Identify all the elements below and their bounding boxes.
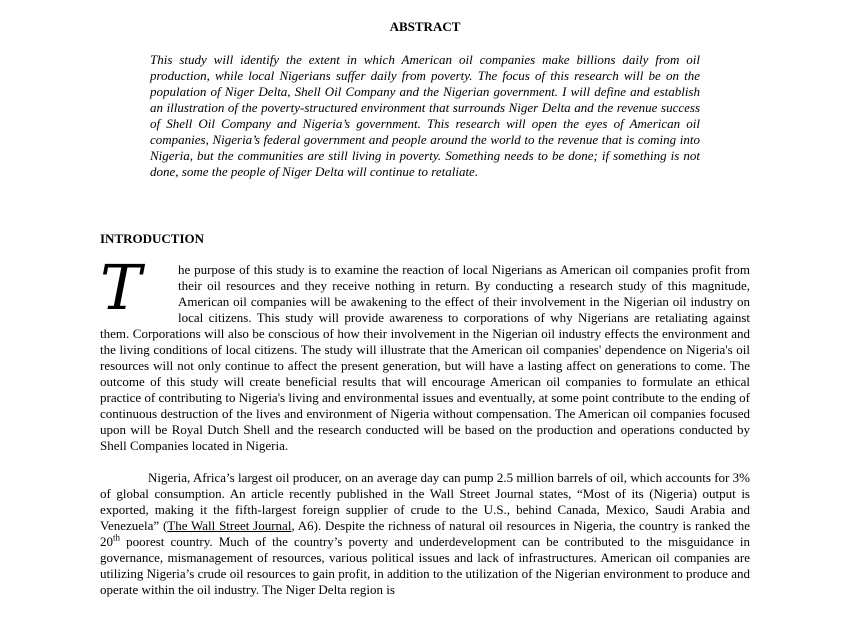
paragraph-2-text-c: poorest country. Much of the country’s poverty and underdevelopment can be contributed to the misguidance in governance, mismanagement of resources, various political issues and lack of infrastructures. American oil companies are utilizing Nigeria’s crude oil resources to gain profit, in addition to the utilization of the Nigerian environment to produce and operate within the oil industry. The Niger Delta region is bbox=[100, 534, 750, 597]
drop-cap-letter: T bbox=[100, 251, 142, 324]
paragraph-2-text-a: Nigeria, Africa’s largest oil producer, on an average day can pump 2.5 million barrels of oil, which accounts for 3% of global consumption. An article recently published in the Wall Street Journal states, “Most of its (Nigeria) output is exported, making it the fifth-largest foreign supplier of crude to the U.S., behind Canada, Mexico, Saudi Arabia and Venezuela” ( bbox=[100, 470, 750, 533]
introduction-paragraph-2 bbox=[100, 470, 750, 598]
abstract-text: This study will identify the extent in which American oil companies make billions daily from oil production, while local Nigerians suffer daily from poverty. The focus of this research will be on the population of Niger Delta, Shell Oil Company and the Nigerian government. I will define and establish an illustration of the poverty-structured environment that surrounds Niger Delta and the revenue success of Shell Oil Company and Nigeria’s government. This research will open the eyes of American oil companies, Nigeria’s federal government and people around the world to the revenue that is coming into Nigeria, but the communities are still living in poverty. Something needs to be done; if something is not done, some the people of Niger Delta will continue to retaliate. bbox=[150, 52, 700, 179]
abstract-heading: ABSTRACT bbox=[389, 19, 461, 34]
introduction-body bbox=[100, 251, 751, 598]
citation-source: The Wall Street Journal bbox=[167, 518, 292, 533]
paragraph-2-text-b: , A6). Despite the richness of natural oil resources in Nigeria, the country is ranked the 20 bbox=[100, 518, 751, 549]
paragraph-1-text: he purpose of this study is to examine the reaction of local Nigerians as American oil companies profit from their oil resources and they receive nothing in return. By conducting a research study of this magnitude, American oil companies will be awakening to the effect of their involvement in the Nigerian oil industry on local citizens. This study will provide awareness to corporations of why Nigerians are retaliating against them. Corporations will also be conscious of how their involvement in the Nigerian oil industry effects the environment and the living conditions of local citizens. The study will illustrate that the American oil companies' dependence on Nigeria's oil resources will not only continue to affect the present generation, but will have a lasting affect on generations to come. The outcome of this study will create beneficial results that will encourage American oil companies to formulate an ethical practice of contributing to Nigeria's living and environmental issues and eventually, at some point contribute to the ending of continuous destruction of the lives and environment of Nigeria without compensation. The American oil companies focused upon will be Royal Dutch Shell and the research conducted will be based on the production and operations conducted by Shell Companies located in Nigeria. bbox=[100, 262, 750, 453]
ordinal-superscript: th bbox=[113, 532, 121, 543]
introduction-paragraph-1 bbox=[100, 251, 750, 454]
introduction-heading: INTRODUCTION bbox=[100, 231, 205, 246]
